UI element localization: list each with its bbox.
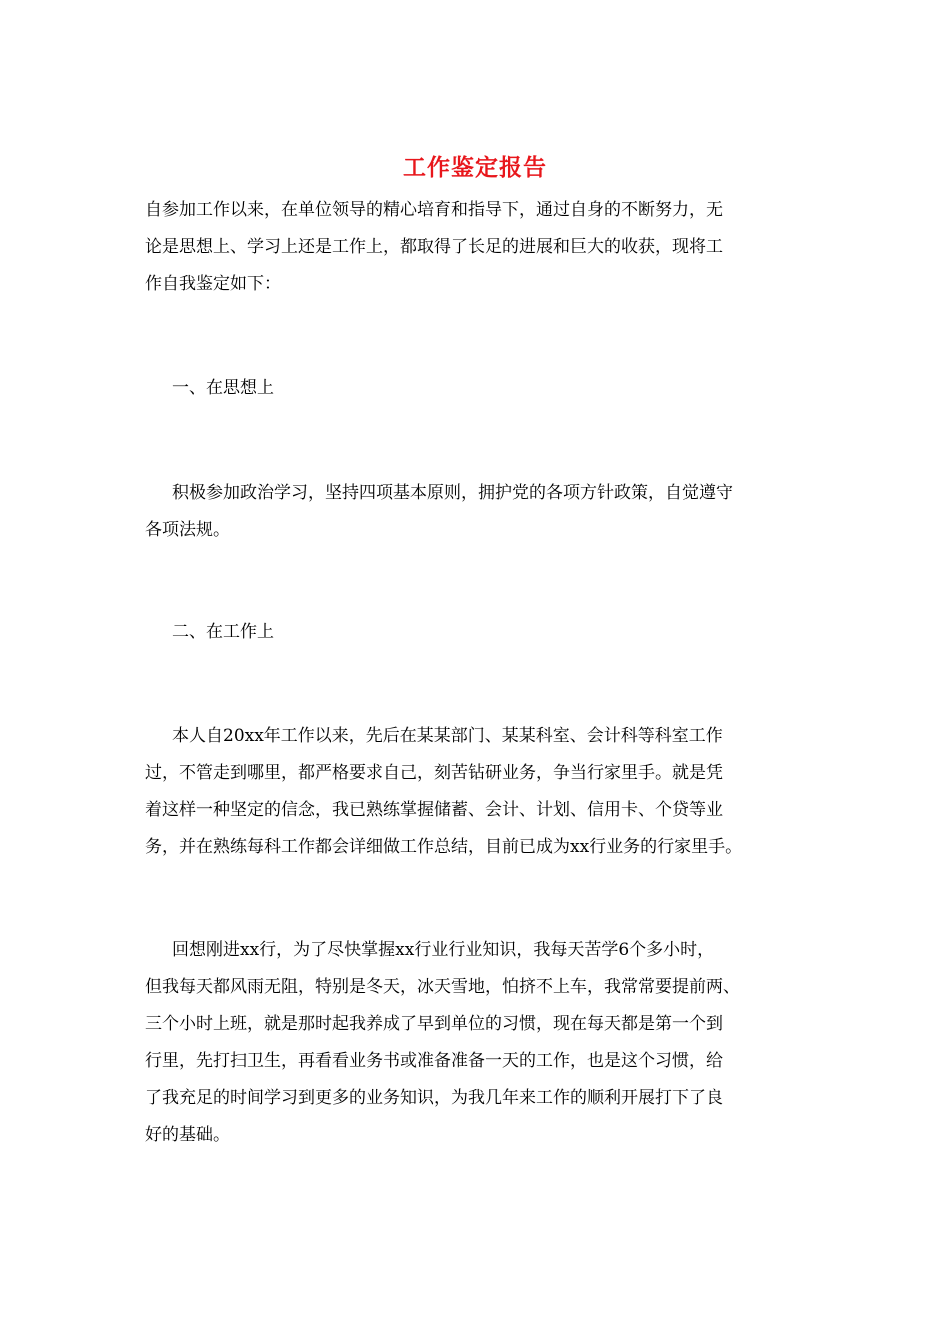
paragraph-line: 积极参加政治学习，坚持四项基本原则，拥护党的各项方针政策，自觉遵守 [172, 483, 733, 503]
paragraph-line: 着这样一种坚定的信念，我已熟练掌握储蓄、会计、计划、信用卡、个贷等业 [145, 800, 723, 820]
paragraph-line: 论是思想上、学习上还是工作上，都取得了长足的进展和巨大的收获，现将工 [145, 237, 723, 257]
paragraph-line: 自参加工作以来，在单位领导的精心培育和指导下，通过自身的不断努力，无 [145, 200, 723, 220]
paragraph-line: 行里，先打扫卫生，再看看业务书或准备准备一天的工作，也是这个习惯，给 [145, 1051, 723, 1071]
paragraph-line: 了我充足的时间学习到更多的业务知识，为我几年来工作的顺利开展打下了良 [145, 1088, 723, 1108]
paragraph-line: 三个小时上班，就是那时起我养成了早到单位的习惯，现在每天都是第一个到 [145, 1014, 723, 1034]
section-work-paragraph [145, 718, 805, 866]
paragraph-line: 回想刚进xx行，为了尽快掌握xx行业行业知识，我每天苦学6个多小时， [172, 940, 715, 960]
paragraph-line: 但我每天都风雨无阻，特别是冬天，冰天雪地，怕挤不上车，我常常要提前两、 [145, 977, 740, 997]
section-recollection-paragraph [145, 932, 805, 1154]
paragraph-line: 本人自20xx年工作以来，先后在某某部门、某某科室、会计科等科室工作 [172, 726, 723, 746]
section-heading-work: 二、在工作上 [172, 622, 274, 642]
paragraph-line: 务，并在熟练每科工作都会详细做工作总结，目前已成为xx行业务的行家里手。 [145, 837, 743, 857]
paragraph-line: 好的基础。 [145, 1125, 230, 1145]
section-heading-thought: 一、在思想上 [172, 378, 274, 398]
section-thought-paragraph [145, 475, 805, 549]
intro-paragraph [145, 192, 805, 303]
paragraph-line: 各项法规。 [145, 520, 230, 540]
document-title: 工作鉴定报告 [403, 154, 547, 181]
paragraph-line: 作自我鉴定如下： [145, 274, 281, 294]
paragraph-line: 过，不管走到哪里，都严格要求自己，刻苦钻研业务，争当行家里手。就是凭 [145, 763, 723, 783]
